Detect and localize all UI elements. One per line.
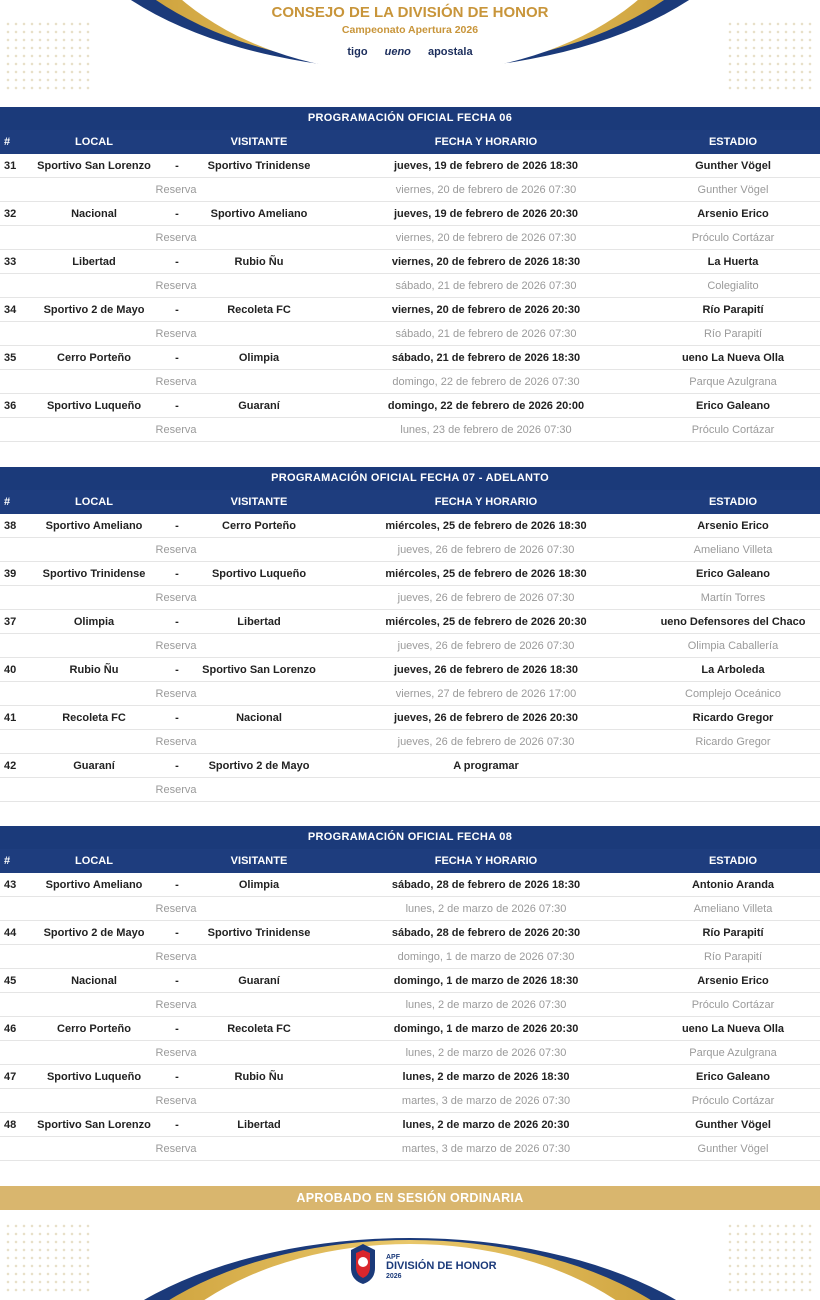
match-row: [0, 154, 820, 178]
match-row: [0, 562, 820, 586]
reserve-row: [0, 897, 820, 921]
match-stadium: Ricardo Gregor: [692, 712, 774, 724]
local-team: Guaraní: [73, 760, 115, 772]
sponsor-apostala-logo: apostala: [427, 46, 473, 58]
col-header-visitor: VISITANTE: [230, 496, 288, 508]
visitor-team: Sportivo Luqueño: [211, 568, 307, 580]
reserve-datetime: domingo, 1 de marzo de 2026 07:30: [397, 951, 575, 963]
local-team: Cerro Porteño: [57, 352, 131, 364]
match-number: 45: [4, 975, 17, 987]
local-team: Sportivo San Lorenzo: [37, 1119, 151, 1131]
header-banner: [0, 0, 820, 100]
col-header-stadium: ESTADIO: [708, 855, 758, 867]
schedule-section: [0, 826, 820, 1161]
reserve-row: [0, 945, 820, 969]
reserve-stadium: Próculo Cortázar: [691, 232, 775, 244]
match-datetime: lunes, 2 de marzo de 2026 20:30: [402, 1119, 570, 1131]
match-row: [0, 346, 820, 370]
match-datetime: jueves, 19 de febrero de 2026 18:30: [393, 160, 579, 172]
reserve-row: [0, 322, 820, 346]
reserve-row: [0, 993, 820, 1017]
local-team: Recoleta FC: [62, 712, 126, 724]
section-title: PROGRAMACIÓN OFICIAL FECHA 06: [0, 107, 820, 130]
match-number: 44: [4, 927, 17, 939]
footer-banner: [0, 1214, 820, 1300]
match-number: 48: [4, 1119, 17, 1131]
match-number: 38: [4, 520, 17, 532]
match-number: 42: [4, 760, 17, 772]
reserve-label: Reserva: [155, 1095, 197, 1107]
match-row: [0, 394, 820, 418]
sponsor-ueno-logo: ueno: [384, 46, 411, 58]
match-row: [0, 873, 820, 897]
local-team: Cerro Porteño: [57, 1023, 131, 1035]
visitor-team: Recoleta FC: [227, 1023, 291, 1035]
match-row: [0, 921, 820, 945]
reserve-datetime: sábado, 21 de febrero de 2026 07:30: [395, 280, 577, 292]
reserve-row: [0, 586, 820, 610]
match-datetime: sábado, 28 de febrero de 2026 20:30: [391, 927, 581, 939]
match-datetime: miércoles, 25 de febrero de 2026 18:30: [385, 568, 587, 580]
versus-separator: -: [175, 1071, 179, 1083]
match-row: [0, 202, 820, 226]
local-team: Sportivo Luqueño: [46, 1071, 142, 1083]
reserve-label: Reserva: [155, 736, 197, 748]
versus-separator: -: [175, 304, 179, 316]
reserve-stadium: Ameliano Villeta: [693, 544, 773, 556]
local-team: Sportivo Ameliano: [45, 520, 143, 532]
reserve-stadium: Próculo Cortázar: [691, 424, 775, 436]
reserve-row: [0, 1137, 820, 1161]
visitor-team: Libertad: [237, 616, 281, 628]
match-stadium: Antonio Aranda: [691, 879, 775, 891]
visitor-team: Sportivo Ameliano: [210, 208, 308, 220]
reserve-row: [0, 538, 820, 562]
match-datetime: viernes, 20 de febrero de 2026 18:30: [391, 256, 581, 268]
match-datetime: sábado, 21 de febrero de 2026 18:30: [391, 352, 581, 364]
match-number: 41: [4, 712, 17, 724]
versus-separator: -: [175, 568, 179, 580]
local-team: Sportivo San Lorenzo: [37, 160, 151, 172]
approved-banner: APROBADO EN SESIÓN ORDINARIA: [0, 1186, 820, 1210]
reserve-stadium: Río Parapití: [703, 951, 763, 963]
reserve-stadium: Ricardo Gregor: [695, 736, 771, 748]
match-datetime: lunes, 2 de marzo de 2026 18:30: [402, 1071, 570, 1083]
visitor-team: Rubio Ñu: [234, 1071, 284, 1083]
local-team: Olimpia: [73, 616, 115, 628]
match-number: 46: [4, 1023, 17, 1035]
match-datetime: jueves, 26 de febrero de 2026 18:30: [393, 664, 579, 676]
col-header-visitor: VISITANTE: [230, 855, 288, 867]
col-header-stadium: ESTADIO: [708, 136, 758, 148]
decor-dots: [726, 1222, 816, 1292]
reserve-stadium: Próculo Cortázar: [691, 1095, 775, 1107]
reserve-stadium: Complejo Oceánico: [685, 688, 781, 700]
match-datetime: miércoles, 25 de febrero de 2026 18:30: [385, 520, 587, 532]
visitor-team: Olimpia: [238, 352, 280, 364]
match-number: 31: [4, 160, 17, 172]
reserve-label: Reserva: [155, 424, 197, 436]
reserve-row: [0, 274, 820, 298]
reserve-datetime: lunes, 23 de febrero de 2026 07:30: [400, 424, 572, 436]
versus-separator: -: [175, 616, 179, 628]
local-team: Sportivo Luqueño: [46, 400, 142, 412]
reserve-datetime: jueves, 26 de febrero de 2026 07:30: [397, 736, 575, 748]
col-header-num: #: [4, 855, 11, 867]
reserve-label: Reserva: [155, 1047, 197, 1059]
local-team: Sportivo 2 de Mayo: [43, 927, 145, 939]
match-datetime: sábado, 28 de febrero de 2026 18:30: [391, 879, 581, 891]
col-header-date: FECHA Y HORARIO: [434, 855, 538, 867]
reserve-row: [0, 178, 820, 202]
match-number: 36: [4, 400, 17, 412]
versus-separator: -: [175, 400, 179, 412]
visitor-team: Guaraní: [238, 975, 280, 987]
match-row: [0, 514, 820, 538]
visitor-team: Sportivo 2 de Mayo: [208, 760, 310, 772]
table-header: [0, 849, 820, 873]
col-header-num: #: [4, 136, 11, 148]
reserve-row: [0, 1089, 820, 1113]
local-team: Sportivo 2 de Mayo: [43, 304, 145, 316]
reserve-stadium: Río Parapití: [703, 328, 763, 340]
reserve-row: [0, 418, 820, 442]
reserve-stadium: Gunther Vögel: [697, 184, 769, 196]
visitor-team: Sportivo San Lorenzo: [202, 664, 316, 676]
reserve-label: Reserva: [155, 640, 197, 652]
reserve-label: Reserva: [155, 999, 197, 1011]
versus-separator: -: [175, 1119, 179, 1131]
match-stadium: ueno Defensores del Chaco: [660, 616, 806, 628]
local-team: Libertad: [72, 256, 116, 268]
header-title: CONSEJO DE LA DIVISIÓN DE HONOR: [271, 4, 549, 21]
match-datetime: miércoles, 25 de febrero de 2026 20:30: [385, 616, 587, 628]
reserve-row: [0, 226, 820, 250]
reserve-row: [0, 370, 820, 394]
match-row: [0, 706, 820, 730]
reserve-label: Reserva: [155, 280, 197, 292]
visitor-team: Sportivo Trinidense: [207, 160, 311, 172]
reserve-stadium: Ameliano Villeta: [693, 903, 773, 915]
match-stadium: Erico Galeano: [696, 1071, 770, 1083]
versus-separator: -: [175, 712, 179, 724]
schedule-section: [0, 107, 820, 442]
versus-separator: -: [175, 927, 179, 939]
reserve-label: Reserva: [155, 544, 197, 556]
match-stadium: ueno La Nueva Olla: [681, 1023, 785, 1035]
versus-separator: -: [175, 256, 179, 268]
reserve-label: Reserva: [155, 328, 197, 340]
visitor-team: Recoleta FC: [227, 304, 291, 316]
reserve-stadium: Parque Azulgrana: [689, 376, 777, 388]
match-stadium: La Huerta: [707, 256, 759, 268]
match-stadium: Arsenio Erico: [697, 208, 769, 220]
match-datetime: viernes, 20 de febrero de 2026 20:30: [391, 304, 581, 316]
reserve-label: Reserva: [155, 1143, 197, 1155]
col-header-date: FECHA Y HORARIO: [434, 496, 538, 508]
visitor-team: Rubio Ñu: [234, 256, 284, 268]
match-stadium: Río Parapití: [702, 304, 764, 316]
visitor-team: Cerro Porteño: [222, 520, 296, 532]
versus-separator: -: [175, 879, 179, 891]
versus-separator: -: [175, 975, 179, 987]
reserve-datetime: jueves, 26 de febrero de 2026 07:30: [397, 640, 575, 652]
match-row: [0, 1017, 820, 1041]
sponsor-tigo-logo: tigo: [347, 46, 368, 58]
reserve-datetime: martes, 3 de marzo de 2026 07:30: [401, 1095, 571, 1107]
reserve-label: Reserva: [155, 903, 197, 915]
division-honor-logo: APF DIVISIÓN DE HONOR 2026: [386, 1254, 497, 1280]
local-team: Nacional: [71, 975, 117, 987]
reserve-datetime: martes, 3 de marzo de 2026 07:30: [401, 1143, 571, 1155]
visitor-team: Olimpia: [238, 879, 280, 891]
match-row: [0, 298, 820, 322]
match-stadium: Río Parapití: [702, 927, 764, 939]
match-row: [0, 610, 820, 634]
col-header-local: LOCAL: [75, 496, 113, 508]
reserve-label: Reserva: [155, 688, 197, 700]
col-header-local: LOCAL: [75, 136, 113, 148]
versus-separator: -: [175, 352, 179, 364]
visitor-team: Nacional: [236, 712, 282, 724]
reserve-datetime: domingo, 22 de febrero de 2026 07:30: [392, 376, 580, 388]
reserve-row: [0, 730, 820, 754]
reserve-row: [0, 1041, 820, 1065]
reserve-stadium: Próculo Cortázar: [691, 999, 775, 1011]
match-row: [0, 1065, 820, 1089]
match-row: [0, 754, 820, 778]
local-team: Rubio Ñu: [69, 664, 119, 676]
reserve-datetime: lunes, 2 de marzo de 2026 07:30: [405, 999, 567, 1011]
match-stadium: Erico Galeano: [696, 400, 770, 412]
match-number: 35: [4, 352, 17, 364]
match-stadium: Arsenio Erico: [697, 975, 769, 987]
reserve-label: Reserva: [155, 184, 197, 196]
reserve-datetime: viernes, 20 de febrero de 2026 07:30: [395, 184, 577, 196]
section-title: PROGRAMACIÓN OFICIAL FECHA 07 - ADELANTO: [0, 467, 820, 490]
match-datetime: domingo, 1 de marzo de 2026 18:30: [393, 975, 579, 987]
match-row: [0, 969, 820, 993]
match-stadium: ueno La Nueva Olla: [681, 352, 785, 364]
reserve-datetime: viernes, 27 de febrero de 2026 17:00: [395, 688, 577, 700]
match-row: [0, 658, 820, 682]
header-subtitle: Campeonato Apertura 2026: [341, 24, 479, 36]
reserve-stadium: Gunther Vögel: [697, 1143, 769, 1155]
match-stadium: Gunther Vögel: [695, 160, 771, 172]
visitor-team: Guaraní: [238, 400, 280, 412]
col-header-num: #: [4, 496, 11, 508]
versus-separator: -: [175, 1023, 179, 1035]
reserve-datetime: lunes, 2 de marzo de 2026 07:30: [405, 1047, 567, 1059]
versus-separator: -: [175, 208, 179, 220]
reserve-datetime: viernes, 20 de febrero de 2026 07:30: [395, 232, 577, 244]
reserve-datetime: jueves, 26 de febrero de 2026 07:30: [397, 592, 575, 604]
reserve-datetime: sábado, 21 de febrero de 2026 07:30: [395, 328, 577, 340]
reserve-datetime: lunes, 2 de marzo de 2026 07:30: [405, 903, 567, 915]
versus-separator: -: [175, 520, 179, 532]
reserve-row: [0, 682, 820, 706]
schedule-section: [0, 467, 820, 802]
visitor-team: Sportivo Trinidense: [207, 927, 311, 939]
reserve-label: Reserva: [155, 376, 197, 388]
reserve-stadium: Olimpia Caballería: [687, 640, 779, 652]
decor-dots: [4, 1222, 94, 1292]
match-datetime: domingo, 22 de febrero de 2026 20:00: [387, 400, 585, 412]
reserve-label: Reserva: [155, 232, 197, 244]
visitor-team: Libertad: [237, 1119, 281, 1131]
match-number: 43: [4, 879, 17, 891]
versus-separator: -: [175, 160, 179, 172]
col-header-local: LOCAL: [75, 855, 113, 867]
match-row: [0, 250, 820, 274]
local-team: Nacional: [71, 208, 117, 220]
apf-shield-icon: [348, 1240, 378, 1286]
match-stadium: Gunther Vögel: [695, 1119, 771, 1131]
col-header-stadium: ESTADIO: [708, 496, 758, 508]
reserve-stadium: Martín Torres: [700, 592, 766, 604]
match-datetime: domingo, 1 de marzo de 2026 20:30: [393, 1023, 579, 1035]
local-team: Sportivo Ameliano: [45, 879, 143, 891]
versus-separator: -: [175, 664, 179, 676]
match-stadium: Erico Galeano: [696, 568, 770, 580]
versus-separator: -: [175, 760, 179, 772]
reserve-stadium: Parque Azulgrana: [689, 1047, 777, 1059]
match-number: 39: [4, 568, 17, 580]
match-number: 37: [4, 616, 17, 628]
col-header-date: FECHA Y HORARIO: [434, 136, 538, 148]
reserve-row: [0, 778, 820, 802]
match-stadium: Arsenio Erico: [697, 520, 769, 532]
match-row: [0, 1113, 820, 1137]
reserve-label: Reserva: [155, 951, 197, 963]
match-number: 32: [4, 208, 17, 220]
match-number: 40: [4, 664, 17, 676]
col-header-visitor: VISITANTE: [230, 136, 288, 148]
reserve-label: Reserva: [155, 592, 197, 604]
table-header: [0, 490, 820, 514]
match-number: 47: [4, 1071, 17, 1083]
match-datetime: A programar: [453, 760, 519, 772]
reserve-label: Reserva: [155, 784, 197, 796]
reserve-row: [0, 634, 820, 658]
reserve-datetime: jueves, 26 de febrero de 2026 07:30: [397, 544, 575, 556]
match-number: 33: [4, 256, 17, 268]
match-number: 34: [4, 304, 17, 316]
sponsor-logos: [0, 46, 820, 58]
section-title: PROGRAMACIÓN OFICIAL FECHA 08: [0, 826, 820, 849]
reserve-stadium: Colegialito: [707, 280, 759, 292]
match-datetime: jueves, 19 de febrero de 2026 20:30: [393, 208, 579, 220]
table-header: [0, 130, 820, 154]
match-stadium: La Arboleda: [701, 664, 765, 676]
local-team: Sportivo Trinidense: [42, 568, 146, 580]
match-datetime: jueves, 26 de febrero de 2026 20:30: [393, 712, 579, 724]
